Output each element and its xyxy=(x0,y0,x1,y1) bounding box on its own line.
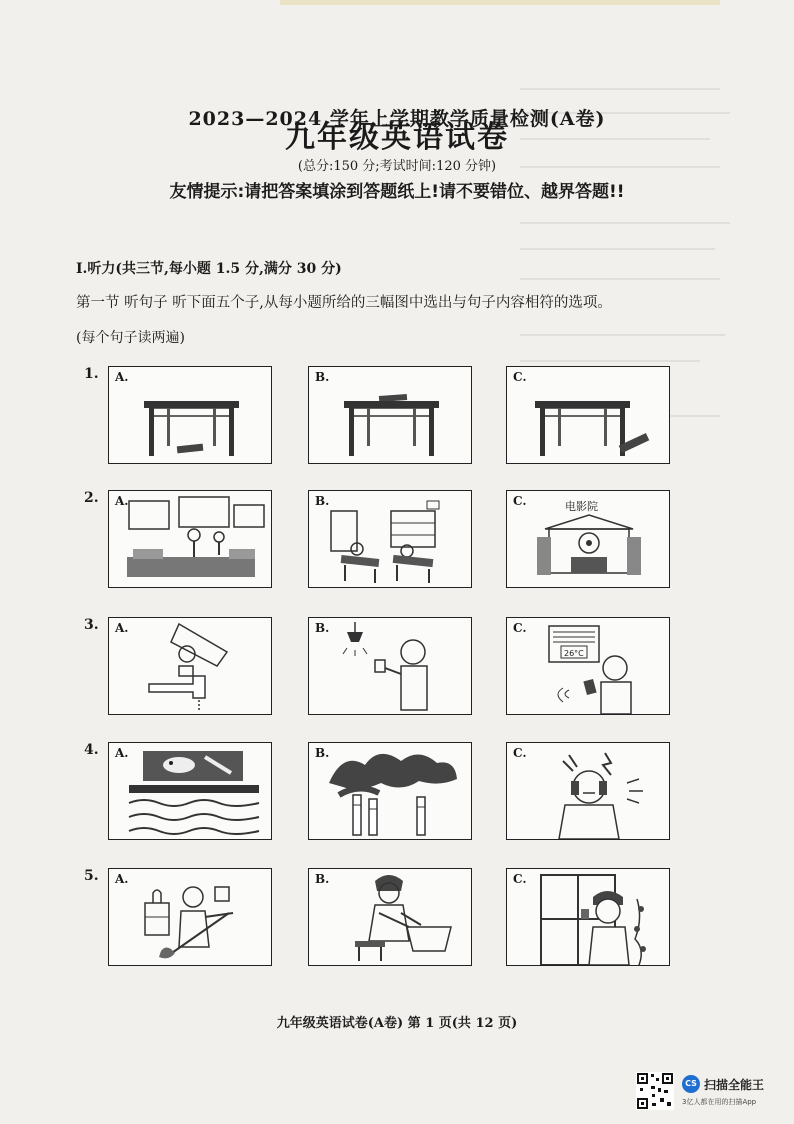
option-label: A. xyxy=(115,370,129,384)
section-instruction: 第一节 听句子 听下面五个子,从每小题所给的三幅图中选出与句子内容相符的选项。 xyxy=(76,295,612,311)
scanner-logo-icon: CS xyxy=(682,1075,700,1093)
sweeping-icon xyxy=(109,869,272,966)
page-footer: 九年级英语试卷(A卷) 第 1 页(共 12 页) xyxy=(276,1016,518,1031)
option-label: B. xyxy=(315,370,330,384)
option-label: A. xyxy=(115,621,129,635)
section-note: (每个句子读两遍) xyxy=(76,330,185,346)
exam-tip: 友情提示:请把答案填涂到答题纸上!请不要错位、越界答题!! xyxy=(169,182,625,202)
question-number: 1. xyxy=(84,366,99,382)
option-label: C. xyxy=(513,494,527,508)
section-title: I.听力(共三节,每小题 1.5 分,满分 30 分) xyxy=(76,261,342,277)
air-pollution-icon xyxy=(309,743,472,840)
option-picture[interactable] xyxy=(108,490,272,588)
option-label: C. xyxy=(513,746,527,760)
air-conditioner-icon xyxy=(507,618,670,715)
option-picture[interactable] xyxy=(308,490,472,588)
option-picture[interactable] xyxy=(308,617,472,715)
option-picture[interactable] xyxy=(506,490,670,588)
option-picture[interactable] xyxy=(108,742,272,840)
scanner-slogan: 3亿人都在用的扫描App xyxy=(682,1098,757,1106)
question-number: 4. xyxy=(84,742,99,758)
option-picture[interactable] xyxy=(506,742,670,840)
table-book-leaning-icon xyxy=(507,367,670,464)
cleaning-window-icon xyxy=(507,869,670,966)
scanner-app-name: 扫描全能王 xyxy=(704,1078,765,1092)
option-picture[interactable] xyxy=(108,868,272,966)
exam-info: (总分:150 分;考试时间:120 分钟) xyxy=(297,159,497,174)
option-picture[interactable] xyxy=(506,868,670,966)
option-picture[interactable] xyxy=(308,742,472,840)
option-label: B. xyxy=(315,872,330,886)
exam-session-title: 2023—2024 学年上学期教学质量检测(A卷) xyxy=(188,108,606,130)
temperature-readout: 26°C xyxy=(564,649,584,658)
option-picture[interactable] xyxy=(506,366,670,464)
table-book-on-icon xyxy=(309,367,472,464)
faucet-icon xyxy=(109,618,272,715)
option-picture[interactable] xyxy=(308,366,472,464)
option-label: B. xyxy=(315,621,330,635)
option-label: C. xyxy=(513,370,527,384)
cinema-sign: 电影院 xyxy=(565,500,598,513)
water-pollution-icon xyxy=(109,743,272,840)
qr-code-icon xyxy=(636,1072,674,1110)
question-number: 2. xyxy=(84,490,99,506)
noise-pollution-icon xyxy=(507,743,670,840)
option-label: A. xyxy=(115,872,129,886)
option-label: C. xyxy=(513,621,527,635)
table-book-under-icon xyxy=(109,367,272,464)
scan-edge-strip xyxy=(280,0,720,5)
classroom-icon xyxy=(309,491,472,588)
question-number: 5. xyxy=(84,868,99,884)
option-picture[interactable] xyxy=(108,366,272,464)
option-label: A. xyxy=(115,494,129,508)
option-picture[interactable] xyxy=(308,868,472,966)
option-picture[interactable] xyxy=(506,617,670,715)
washing-clothes-icon xyxy=(309,869,472,966)
option-label: C. xyxy=(513,872,527,886)
option-label: B. xyxy=(315,494,330,508)
market-icon xyxy=(109,491,272,588)
light-switch-icon xyxy=(309,618,472,715)
cinema-icon xyxy=(507,491,670,588)
option-picture[interactable] xyxy=(108,617,272,715)
question-number: 3. xyxy=(84,617,99,633)
option-label: B. xyxy=(315,746,330,760)
exam-title: 九年级英语试卷 xyxy=(285,120,509,155)
option-label: A. xyxy=(115,746,129,760)
